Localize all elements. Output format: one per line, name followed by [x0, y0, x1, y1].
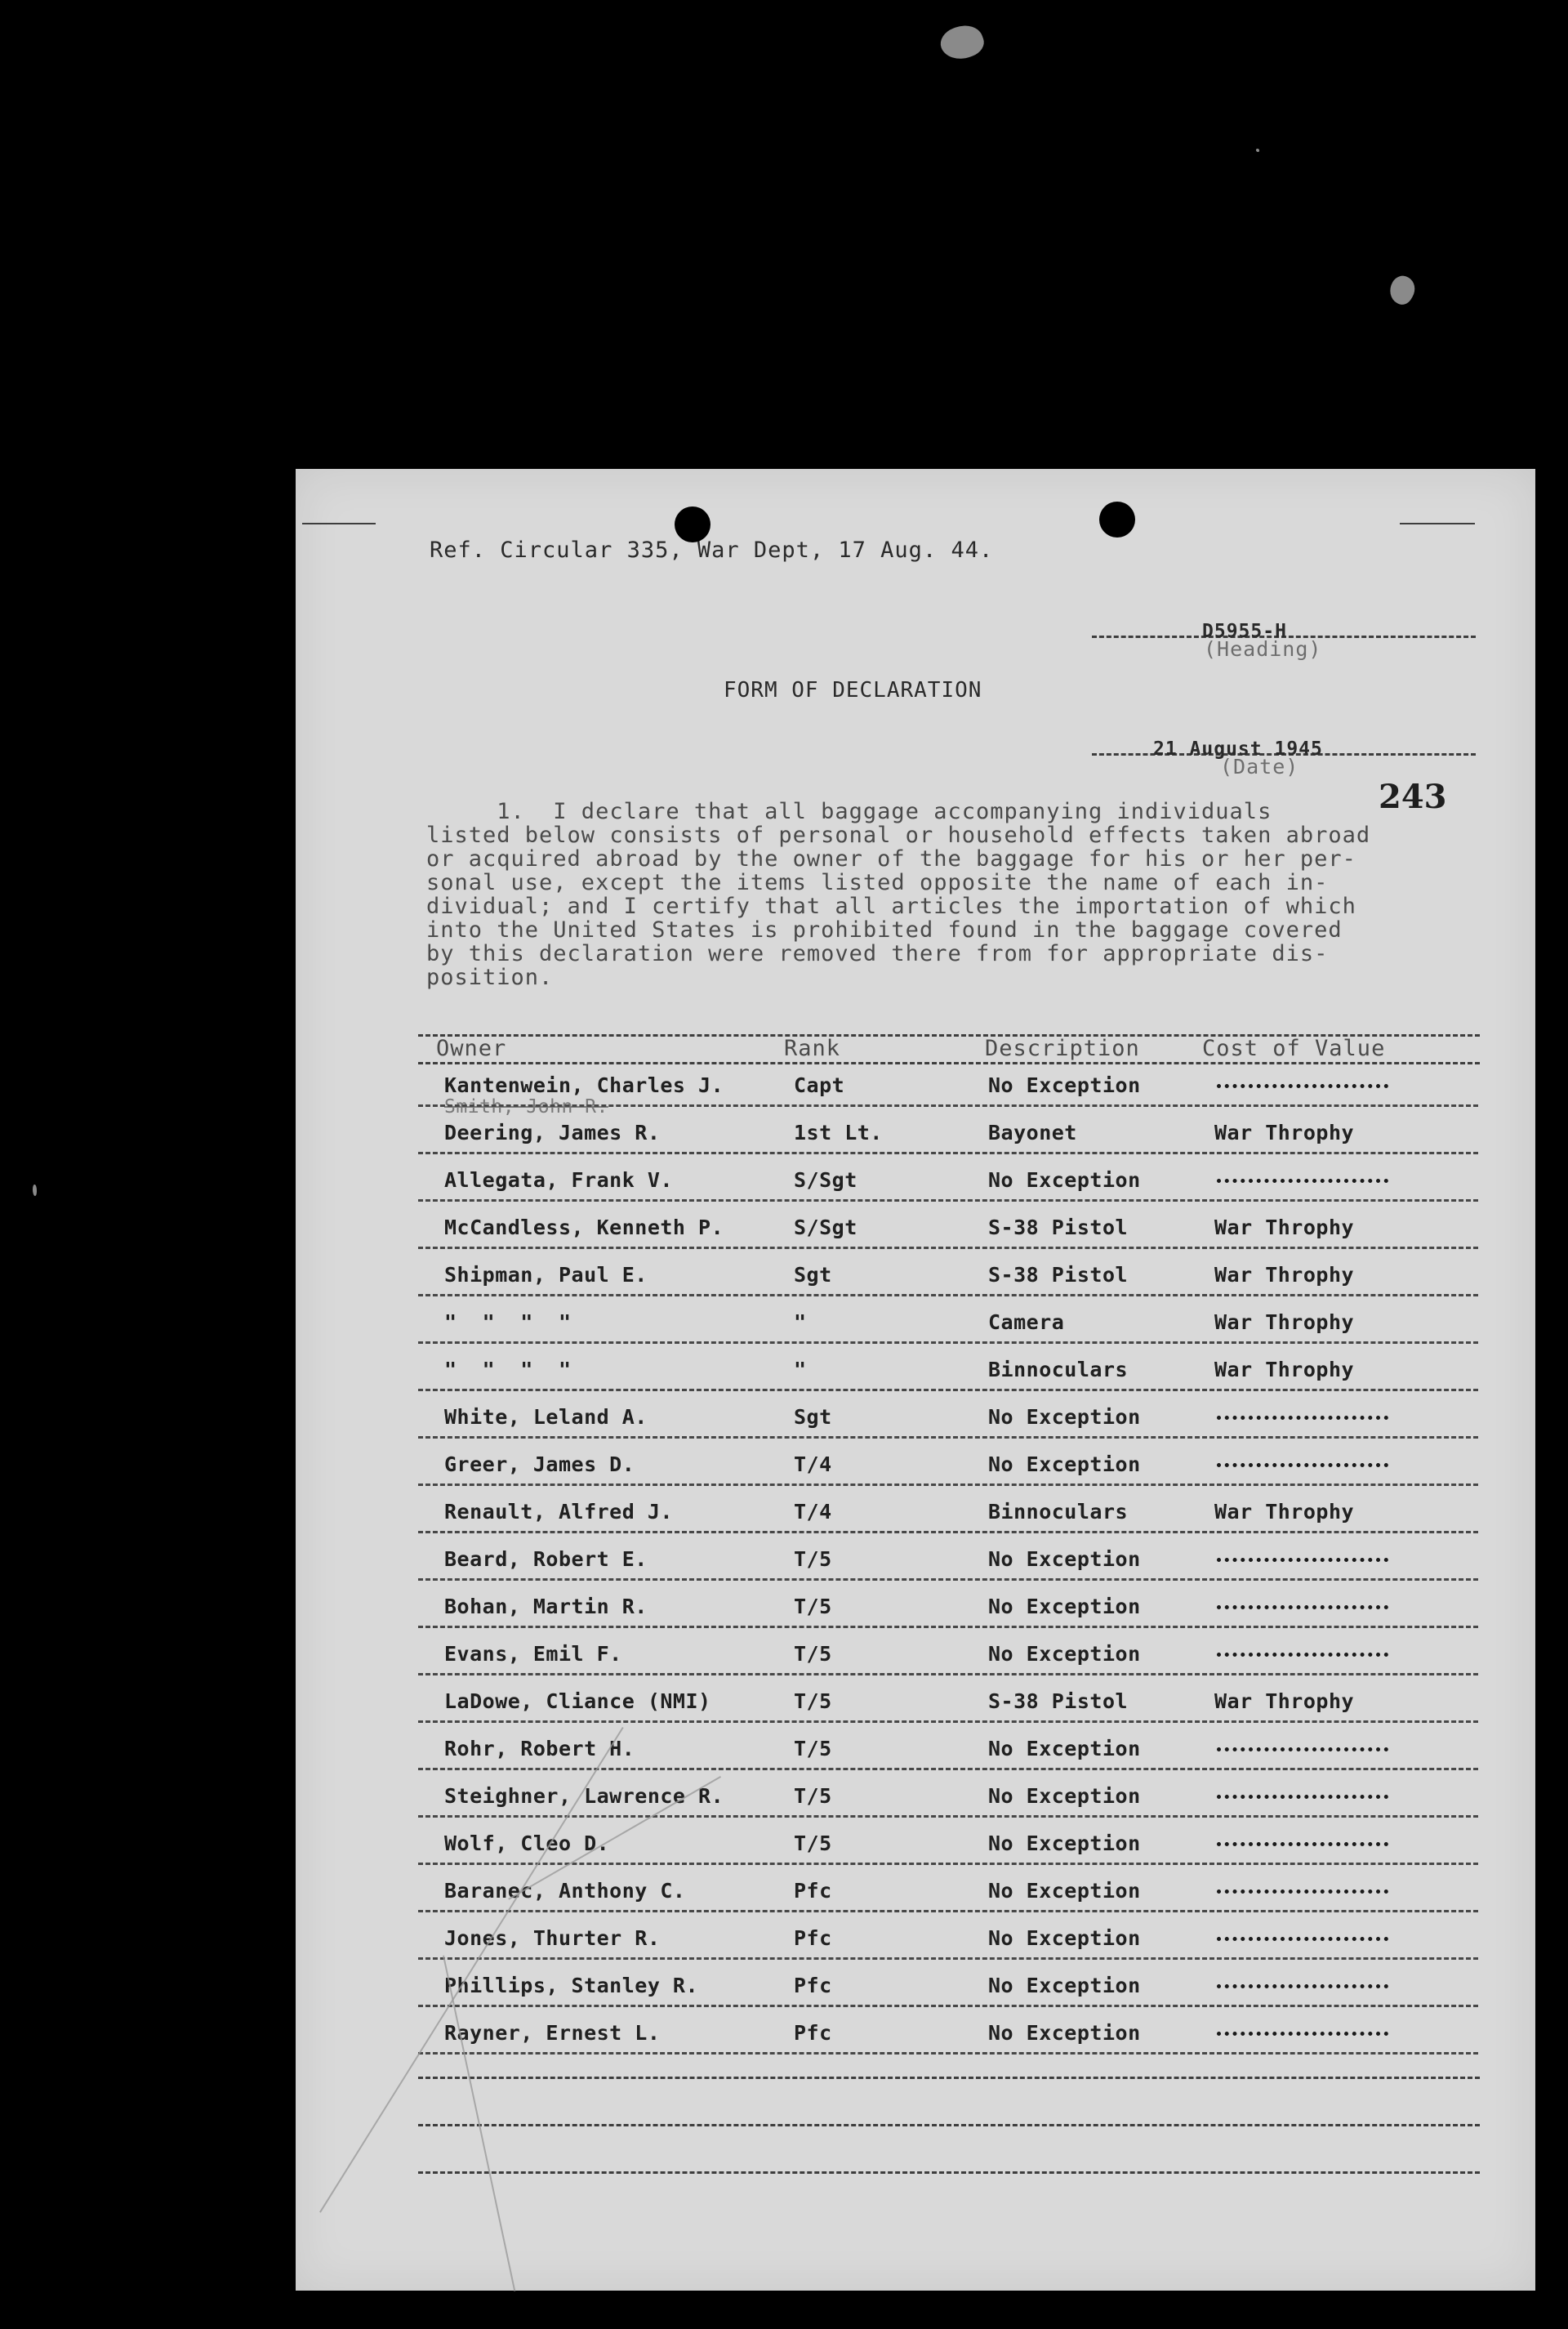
owner-cell: Kantenwein, Charles J. [444, 1073, 724, 1097]
description-cell: No Exception [988, 1879, 1141, 1903]
row-divider [418, 1389, 1478, 1391]
owner-cell: Rayner, Ernest L. [444, 2021, 661, 2045]
owner-cell: Wolf, Cleo D. [444, 1832, 610, 1855]
scan-speck [937, 20, 988, 65]
row-divider [418, 1578, 1478, 1581]
description-cell: Bayonet [988, 1121, 1077, 1144]
table-row [296, 1358, 1535, 1405]
row-divider [418, 1199, 1478, 1202]
rank-cell: T/4 [794, 1500, 832, 1524]
cost-struck-out [1217, 2032, 1388, 2036]
description-cell: No Exception [988, 1073, 1141, 1097]
header-bottom-line [418, 1062, 1480, 1064]
blank-line [418, 2171, 1480, 2174]
cost-struck-out [1217, 1416, 1388, 1420]
rank-cell: S/Sgt [794, 1168, 858, 1192]
rank-cell: 1st Lt. [794, 1121, 883, 1144]
row-divider [418, 1957, 1478, 1960]
cost-struck-out [1217, 1179, 1388, 1183]
rank-cell: T/5 [794, 1547, 832, 1571]
table-row [296, 1595, 1535, 1642]
cost-struck-out [1217, 1984, 1388, 1988]
paragraph-line: by this declaration were removed there from for appropriate dis- [426, 941, 1329, 966]
paragraph-line: listed below consists of personal or household effects taken abroad [426, 823, 1371, 848]
owner-cell: LaDowe, Cliance (NMI) [444, 1689, 711, 1713]
rank-cell: Sgt [794, 1263, 832, 1287]
description-cell: Binnoculars [988, 1358, 1129, 1381]
owner-cell: Deering, James R. [444, 1121, 661, 1144]
heading-caption: (Heading) [1204, 637, 1322, 661]
table-row [296, 1216, 1535, 1263]
cost-cell: War Throphy [1214, 1216, 1355, 1239]
column-header-cost: Cost of Value [1202, 1036, 1386, 1061]
owner-cell: " " " " [444, 1358, 572, 1381]
cost-struck-out [1217, 1747, 1388, 1751]
table-row [296, 1974, 1535, 2021]
rank-cell: " [794, 1310, 807, 1334]
table-row [296, 1121, 1535, 1168]
row-divider [418, 1436, 1478, 1439]
owner-cell: Beard, Robert E. [444, 1547, 648, 1571]
cost-cell: War Throphy [1214, 1121, 1355, 1144]
table-row [296, 1405, 1535, 1452]
description-cell: No Exception [988, 1168, 1141, 1192]
rank-cell: Sgt [794, 1405, 832, 1429]
page-number: 243 [1379, 778, 1447, 816]
paragraph-line: into the United States is prohibited found in the baggage covered [426, 917, 1343, 943]
column-header-description: Description [985, 1036, 1140, 1061]
row-divider [418, 1673, 1478, 1675]
owner-cell: Greer, James D. [444, 1452, 635, 1476]
table-row [296, 1452, 1535, 1500]
description-cell: No Exception [988, 1737, 1141, 1760]
description-cell: S-38 Pistol [988, 1263, 1129, 1287]
reference-line: Ref. Circular 335, War Dept, 17 Aug. 44. [430, 538, 994, 563]
owner-cell: Bohan, Martin R. [444, 1595, 648, 1618]
owner-struck-name: Smith, John R. [444, 1096, 608, 1118]
rank-cell: T/4 [794, 1452, 832, 1476]
owner-cell: " " " " [444, 1310, 572, 1334]
rank-cell: S/Sgt [794, 1216, 858, 1239]
table-row [296, 1310, 1535, 1358]
paragraph-line: dividual; and I certify that all articles the importation of which [426, 894, 1356, 919]
paragraph-line: 1. I declare that all baggage accompanying individuals [426, 799, 1272, 824]
cost-cell: War Throphy [1214, 1500, 1355, 1524]
description-cell: No Exception [988, 1784, 1141, 1808]
column-header-owner: Owner [436, 1036, 507, 1061]
cost-struck-out [1217, 1842, 1388, 1846]
row-divider [418, 1104, 1478, 1107]
rank-cell: Pfc [794, 1974, 832, 1997]
punch-hole [1099, 502, 1135, 538]
cost-cell: War Throphy [1214, 1358, 1355, 1381]
cost-struck-out [1217, 1558, 1388, 1562]
table-row [296, 1689, 1535, 1737]
declaration-page [296, 469, 1535, 2291]
rank-cell: Pfc [794, 2021, 832, 2045]
owner-cell: Phillips, Stanley R. [444, 1974, 699, 1997]
rank-cell: T/5 [794, 1832, 832, 1855]
cost-struck-out [1217, 1605, 1388, 1609]
description-cell: Binnoculars [988, 1500, 1129, 1524]
description-cell: S-38 Pistol [988, 1216, 1129, 1239]
row-divider [418, 1247, 1478, 1249]
scan-speck [33, 1185, 37, 1196]
table-row [296, 1642, 1535, 1689]
row-divider [418, 1294, 1478, 1296]
table-row [296, 1073, 1535, 1121]
rank-cell: T/5 [794, 1784, 832, 1808]
declaration-paragraph [426, 800, 1431, 989]
cost-struck-out [1217, 1463, 1388, 1467]
owner-cell: Evans, Emil F. [444, 1642, 622, 1666]
paragraph-line: position. [426, 965, 554, 990]
rank-cell: T/5 [794, 1737, 832, 1760]
owner-cell: Allegata, Frank V. [444, 1168, 673, 1192]
description-cell: No Exception [988, 2021, 1141, 2045]
row-divider [418, 1152, 1478, 1154]
rank-cell: Capt [794, 1073, 845, 1097]
paragraph-line: sonal use, except the items listed opposite the name of each in- [426, 870, 1329, 895]
cost-struck-out [1217, 1653, 1388, 1657]
rank-cell: T/5 [794, 1689, 832, 1713]
rank-cell: Pfc [794, 1926, 832, 1950]
edge-mark [302, 523, 376, 524]
table-row [296, 1547, 1535, 1595]
row-divider [418, 1341, 1478, 1344]
row-divider [418, 1484, 1478, 1486]
description-cell: No Exception [988, 1595, 1141, 1618]
owner-cell: Renault, Alfred J. [444, 1500, 673, 1524]
table-row [296, 1832, 1535, 1879]
row-divider [418, 1910, 1478, 1912]
scan-speck [1385, 272, 1420, 308]
row-divider [418, 1626, 1478, 1628]
rank-cell: T/5 [794, 1595, 832, 1618]
owner-cell: Rohr, Robert H. [444, 1737, 635, 1760]
blank-line [418, 2124, 1480, 2126]
heading-value: D5955-H [1202, 621, 1287, 642]
cost-cell: War Throphy [1214, 1310, 1355, 1334]
description-cell: No Exception [988, 1452, 1141, 1476]
table-row [296, 1737, 1535, 1784]
form-title: FORM OF DECLARATION [724, 678, 982, 703]
row-divider [418, 2052, 1478, 2055]
row-divider [418, 1720, 1478, 1723]
owner-cell: Baranec, Anthony C. [444, 1879, 686, 1903]
table-row [296, 1168, 1535, 1216]
description-cell: No Exception [988, 1547, 1141, 1571]
owner-cell: McCandless, Kenneth P. [444, 1216, 724, 1239]
cost-struck-out [1217, 1890, 1388, 1894]
owner-cell: Steighner, Lawrence R. [444, 1784, 724, 1808]
paragraph-line: or acquired abroad by the owner of the baggage for his or her per- [426, 846, 1356, 872]
cost-cell: War Throphy [1214, 1689, 1355, 1713]
date-value: 21 August 1945 [1153, 738, 1323, 760]
rank-cell: Pfc [794, 1879, 832, 1903]
column-header-rank: Rank [784, 1036, 841, 1061]
owner-cell: White, Leland A. [444, 1405, 648, 1429]
rank-cell: T/5 [794, 1642, 832, 1666]
blank-line [418, 2077, 1480, 2079]
description-cell: No Exception [988, 1642, 1141, 1666]
owner-cell: Jones, Thurter R. [444, 1926, 661, 1950]
description-cell: No Exception [988, 1832, 1141, 1855]
cost-struck-out [1217, 1937, 1388, 1941]
table-row [296, 1879, 1535, 1926]
description-cell: No Exception [988, 1926, 1141, 1950]
date-caption: (Date) [1220, 755, 1299, 779]
row-divider [418, 1863, 1478, 1865]
cost-struck-out [1217, 1795, 1388, 1799]
row-divider [418, 1815, 1478, 1818]
cost-struck-out [1217, 1084, 1388, 1088]
owner-cell: Shipman, Paul E. [444, 1263, 648, 1287]
description-cell: S-38 Pistol [988, 1689, 1129, 1713]
row-divider [418, 1531, 1478, 1533]
description-cell: No Exception [988, 1405, 1141, 1429]
description-cell: No Exception [988, 1974, 1141, 1997]
table-row [296, 1784, 1535, 1832]
scan-speck [1256, 149, 1259, 152]
table-row [296, 2021, 1535, 2068]
table-row [296, 1263, 1535, 1310]
edge-mark [1400, 523, 1475, 524]
description-cell: Camera [988, 1310, 1065, 1334]
row-divider [418, 1768, 1478, 1770]
rank-cell: " [794, 1358, 807, 1381]
row-divider [418, 2005, 1478, 2007]
cost-cell: War Throphy [1214, 1263, 1355, 1287]
table-row [296, 1926, 1535, 1974]
table-row [296, 1500, 1535, 1547]
